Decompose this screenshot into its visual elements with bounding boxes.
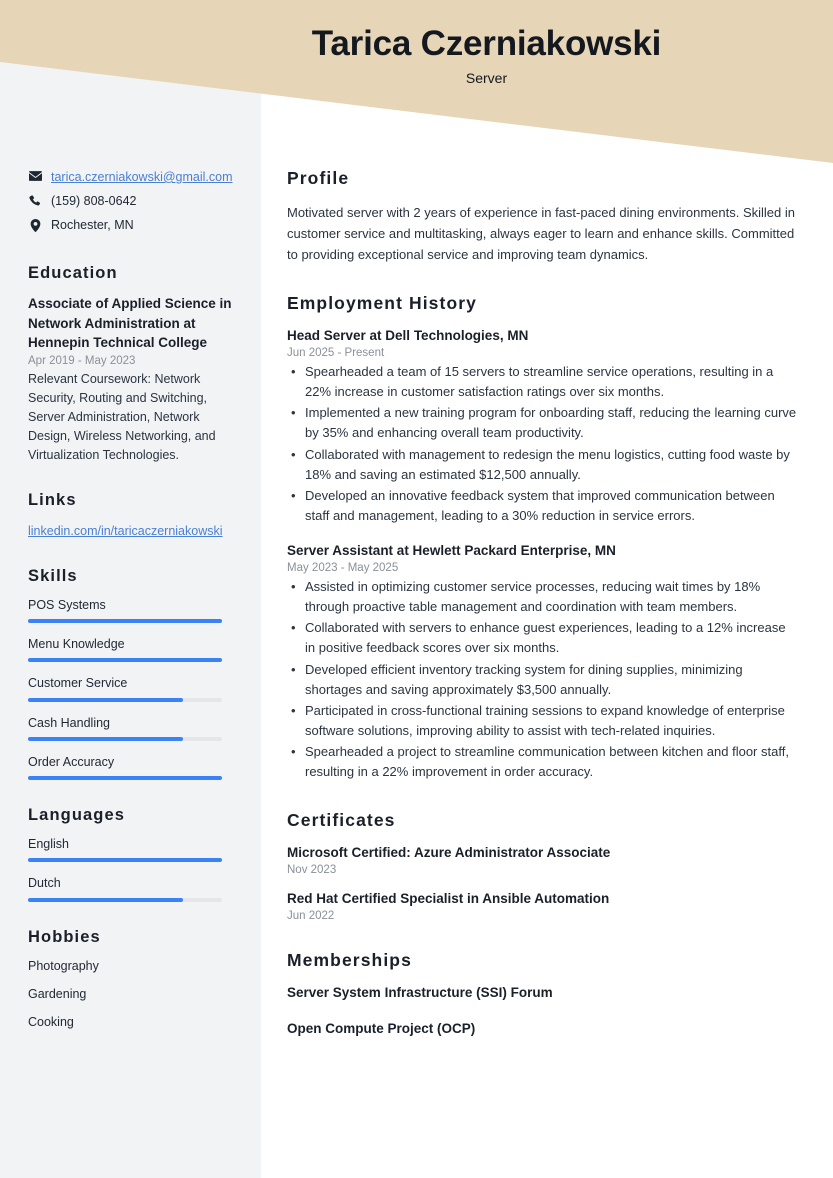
profile-heading: Profile — [287, 168, 350, 188]
language-level-track — [28, 858, 222, 862]
memberships-heading: Memberships — [287, 950, 412, 971]
skill-item — [28, 754, 233, 780]
language-item — [28, 836, 233, 862]
links-heading: Links — [28, 490, 77, 509]
education-heading: Education — [28, 264, 118, 283]
page-title: Tarica Czerniakowski — [311, 24, 662, 63]
certificate-date: Jun 2022 — [287, 910, 335, 923]
language-level-track — [28, 898, 222, 902]
memberships-section — [287, 950, 797, 1039]
skill-item — [28, 715, 233, 741]
bullet-item: • Participated in cross-functional training sessions to expand knowledge of enterprise software solutions, improving ability to assist with tech-related inquiries. — [287, 701, 797, 741]
skill-level-fill — [28, 658, 222, 662]
employment-heading: Employment History — [287, 293, 477, 314]
skill-label: Menu Knowledge — [28, 637, 125, 652]
hobbies-heading: Hobbies — [28, 927, 101, 946]
certificate-title: Microsoft Certified: Azure Administrator Associate — [287, 845, 611, 861]
header-text-block — [0, 0, 833, 86]
hobby-item: Photography — [28, 958, 99, 973]
location-value: Rochester, MN — [51, 217, 134, 232]
skill-level-track — [28, 737, 222, 741]
links-section — [28, 491, 233, 541]
skill-level-track — [28, 619, 222, 623]
skills-list — [28, 597, 233, 780]
skill-label: POS Systems — [28, 597, 106, 612]
skills-heading: Skills — [28, 566, 78, 585]
contact-item-email[interactable] — [28, 168, 233, 187]
language-item — [28, 875, 233, 901]
hobby-item: Cooking — [28, 1015, 74, 1030]
skills-section — [28, 567, 233, 780]
bullet-item: • Developed an innovative feedback system that improved communication between staff and management, leading to a 30% reduction in service errors. — [287, 486, 797, 526]
contact-item-phone — [28, 192, 233, 211]
bullet-item: • Assisted in optimizing customer service processes, reducing wait times by 18% through proactive table management and coordination with team members. — [287, 577, 797, 617]
bullet-item: • Collaborated with management to redesign the menu logistics, cutting food waste by 18% and saving an estimated $12,500 annually. — [287, 445, 797, 485]
employment-title: Server Assistant at Hewlett Packard Enterprise, MN — [287, 543, 616, 559]
header-job-title: Server — [465, 70, 508, 87]
skill-label: Customer Service — [28, 676, 128, 691]
envelope-icon — [28, 168, 42, 181]
skill-level-fill — [28, 698, 183, 702]
language-label: English — [28, 837, 69, 852]
certificate-title: Red Hat Certified Specialist in Ansible Automation — [287, 891, 610, 907]
bullet-item: • Developed efficient inventory tracking system for dining supplies, minimizing shortages and saving approximately $3,500 annually. — [287, 660, 797, 700]
education-description: Relevant Coursework: Network Security, Routing and Switching, Server Administration, Network Design, Wireless Networking, and Virtualization Technologies. — [28, 371, 216, 462]
employment-section — [287, 293, 797, 782]
skill-level-track — [28, 658, 222, 662]
skill-level-fill — [28, 776, 222, 780]
education-date: Apr 2019 - May 2023 — [28, 354, 136, 367]
skill-label: Cash Handling — [28, 715, 110, 730]
phone-icon — [28, 192, 42, 207]
contact-list — [28, 168, 233, 234]
employment-date: Jun 2025 - Present — [287, 347, 385, 360]
education-degree: Associate of Applied Science in Network Administration at Hennepin Technical College — [28, 296, 232, 351]
membership-entry: Open Compute Project (OCP) — [287, 1021, 476, 1037]
language-level-fill — [28, 898, 183, 902]
contact-item-location — [28, 216, 233, 235]
main-column — [261, 168, 833, 1067]
language-level-fill — [28, 858, 222, 862]
certificates-section — [287, 810, 797, 922]
skill-level-fill — [28, 737, 183, 741]
employment-title: Head Server at Dell Technologies, MN — [287, 328, 529, 344]
email-link[interactable]: tarica.czerniakowski@gmail.com — [51, 170, 233, 184]
hobbies-list — [28, 958, 233, 1031]
education-section — [28, 264, 233, 465]
skill-level-fill — [28, 619, 222, 623]
certificates-heading: Certificates — [287, 810, 396, 831]
skill-item — [28, 675, 233, 701]
skill-item — [28, 597, 233, 623]
employment-entry — [287, 542, 797, 782]
bullet-item: • Collaborated with servers to enhance guest experiences, leading to a 12% increase in positive feedback scores over six months. — [287, 618, 797, 658]
skill-level-track — [28, 698, 222, 702]
hobbies-section — [28, 928, 233, 1031]
phone-value: (159) 808-0642 — [51, 193, 137, 208]
links-list — [28, 521, 233, 541]
language-label: Dutch — [28, 876, 61, 891]
employment-bullets — [287, 362, 797, 526]
link-item[interactable]: linkedin.com/in/taricaczerniakowski — [28, 523, 223, 538]
skill-label: Order Accuracy — [28, 754, 115, 769]
sidebar — [0, 168, 261, 1056]
employment-entry — [287, 327, 797, 526]
bullet-item: • Implemented a new training program for onboarding staff, reducing the learning curve by 35% and enhancing overall team productivity. — [287, 403, 797, 443]
hobby-item: Gardening — [28, 986, 87, 1001]
membership-entry: Server System Infrastructure (SSI) Forum — [287, 985, 553, 1001]
certificate-entry — [287, 890, 797, 922]
employment-bullets — [287, 577, 797, 782]
languages-list — [28, 836, 233, 902]
certificate-entry — [287, 844, 797, 876]
bullet-item: • Spearheaded a project to streamline communication between kitchen and floor staff, resulting in a 22% improvement in order accuracy. — [287, 742, 797, 782]
profile-text: Motivated server with 2 years of experience in fast-paced dining environments. Skilled in customer service and multitasking, always eager to learn and enhance skills. Committed to providing exceptional service and improving team dynamics. — [287, 205, 795, 263]
map-pin-icon — [28, 216, 42, 232]
employment-date: May 2023 - May 2025 — [287, 562, 399, 575]
certificate-date: Nov 2023 — [287, 864, 337, 877]
skill-level-track — [28, 776, 222, 780]
languages-section — [28, 806, 233, 902]
languages-heading: Languages — [28, 806, 126, 825]
profile-section — [287, 168, 797, 265]
bullet-item: • Spearheaded a team of 15 servers to streamline service operations, resulting in a 22% increase in customer satisfaction ratings over six months. — [287, 362, 797, 402]
skill-item — [28, 636, 233, 662]
